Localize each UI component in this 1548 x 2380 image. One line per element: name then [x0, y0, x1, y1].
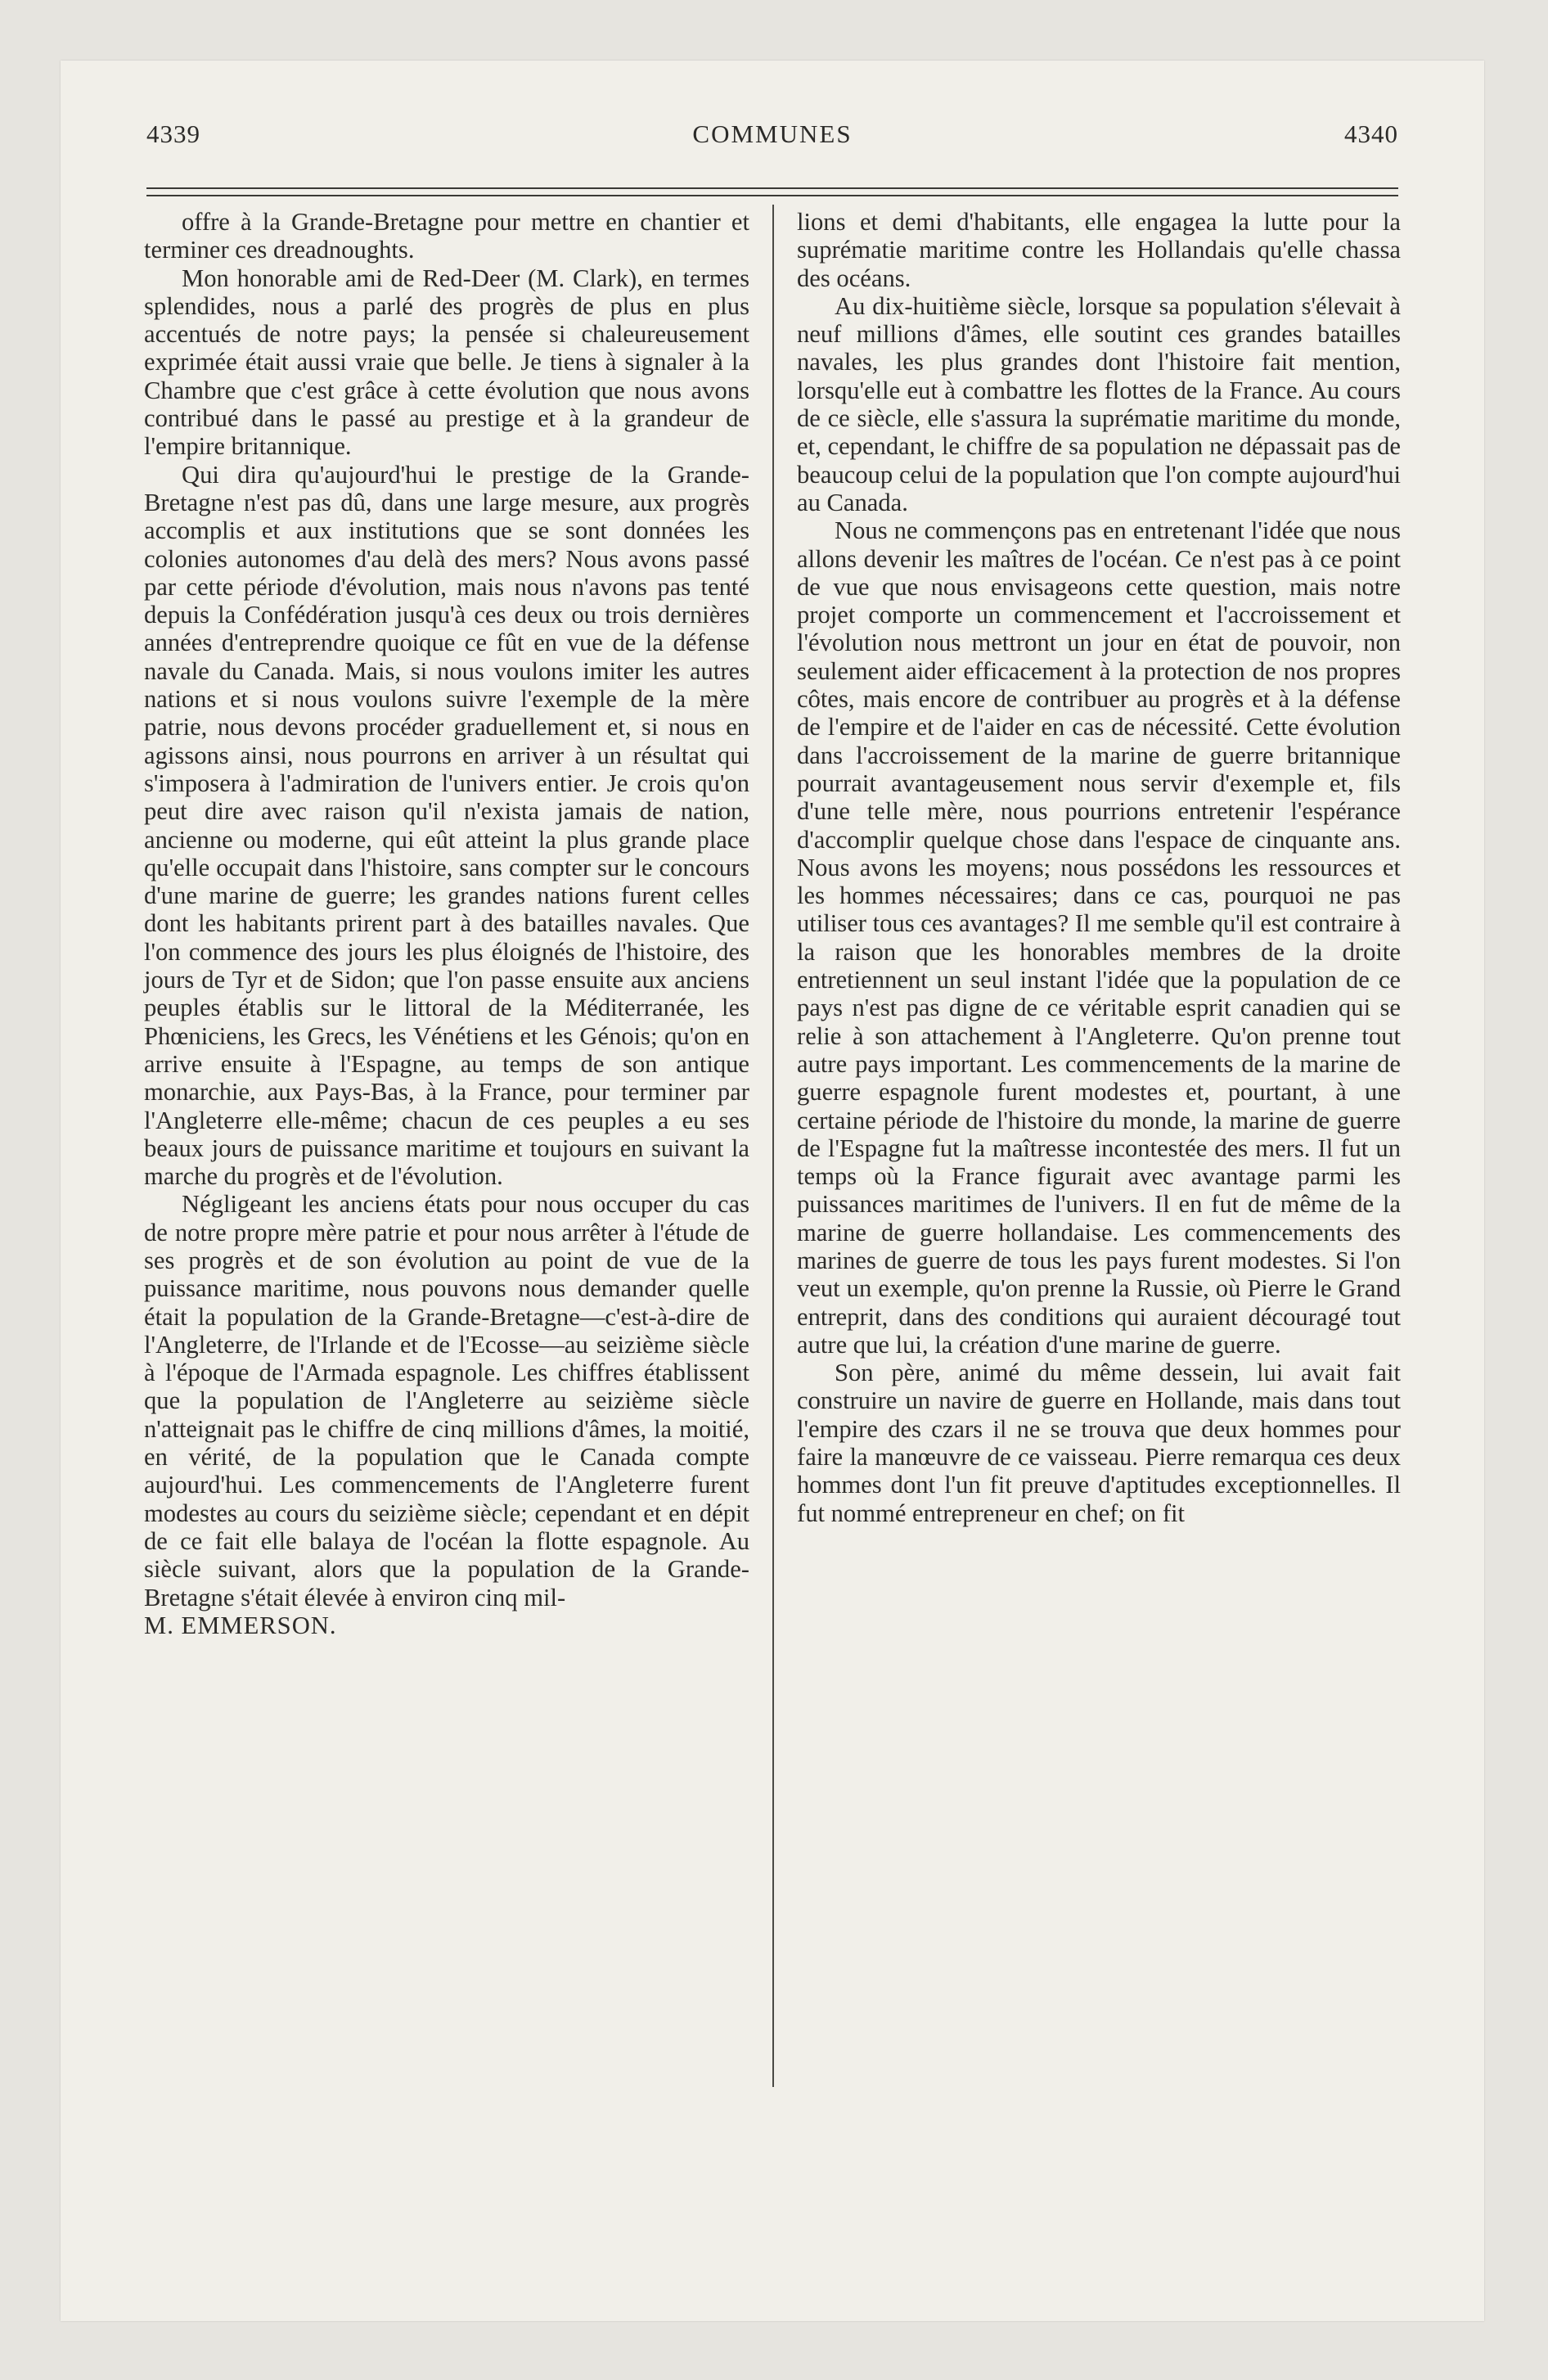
- page-number-right: 4340: [1344, 119, 1398, 148]
- right-paragraph-1: lions et demi d'habitants, elle engagea la lutte pour la suprématie maritime contre les Hollandais qu'elle chassa des océans.: [797, 208, 1401, 292]
- running-title: COMMUNES: [692, 119, 853, 148]
- document-page: [61, 61, 1484, 2321]
- left-paragraph-2: Mon honorable ami de Red-Deer (M. Clark), en termes splendides, nous a parlé des progrès de plus en plus accentués de notre pays; la pensée si chaleureusement exprimée était aussi vraie que belle. Je tiens à signaler à la Chambre que c'est grâce à cette évolution que nous avons contribué dans le passé au prestige et à la grandeur de l'empire britannique.: [144, 264, 749, 461]
- left-paragraph-4: Négligeant les anciens états pour nous occuper du cas de notre propre mère patrie et pour nous arrêter à l'étude de ses progrès et de son évolution au point de vue de la puissance maritime, nous pouvons nous demander quelle était la population de la Grande-Bretagne—c'est-à-dire de l'Angleterre, de l'Irlande et de l'Ecosse—au seizième siècle à l'époque de l'Armada espagnole. Les chiffres établissent que la population de l'Angleterre au seizième siècle n'atteignait pas le chiffre de cinq millions d'âmes, la moitié, en vérité, de la population que le Canada compte aujourd'hui. Les commencements de l'Angleterre furent modestes au cours du seizième siècle; cependant et en dépit de ce fait elle balaya de l'océan la flotte espagnole. Au siècle suivant, alors que la population de la Grande-Bretagne s'était élevée à environ cinq mil-: [144, 1190, 749, 1611]
- left-paragraph-3: Qui dira qu'aujourd'hui le prestige de la Grande-Bretagne n'est pas dû, dans une large mesure, aux progrès accomplis et aux institutions que se sont données les colonies autonomes d'au delà des mers? Nous avons passé par cette période d'évolution, mais nous n'avons pas tenté depuis la Confédération jusqu'à ces deux ou trois dernières années d'entreprendre quoique ce fût en vue de la défense navale du Canada. Mais, si nous voulons imiter les autres nations et si nous voulons suivre l'exemple de la mère patrie, nous devons procéder graduellement et, si nous en agissons ainsi, nous pourrons en arriver à un résultat qui s'imposera à l'admiration de l'univers entier. Je crois qu'on peut dire avec raison qu'il n'exista jamais de nation, ancienne ou moderne, qui eût atteint la plus grande place qu'elle occupait dans l'histoire, sans compter sur le concours d'une marine de guerre; les grandes nations furent celles dont les habitants prirent part à des batailles navales. Que l'on commence des jours les plus éloignés de l'histoire, des jours de Tyr et de Sidon; que l'on passe ensuite aux anciens peuples établis sur le littoral de la Méditerranée, les Phœniciens, les Grecs, les Vénétiens et les Génois; qu'on en arrive ensuite à l'Espagne, au temps de son antique monarchie, aux Pays-Bas, à la France, pour terminer par l'Angleterre elle-même; chacun de ces peuples a eu ses beaux jours de puissance maritime et toujours en suivant la marche du progrès et de l'évolution.: [144, 460, 749, 1191]
- right-column: [797, 208, 1401, 1527]
- right-paragraph-4: Son père, animé du même dessein, lui avait fait construire un navire de guerre en Hollande, mais dans tout l'empire des czars il ne se trouva que deux hommes pour faire la manœuvre de ce vaisseau. Pierre remarqua ces deux hommes dont l'un fit preuve d'aptitudes exceptionnelles. Il fut nommé entrepreneur en chef; on fit: [797, 1359, 1401, 1527]
- right-paragraph-3: Nous ne commençons pas en entretenant l'idée que nous allons devenir les maîtres de l'océan. Ce n'est pas à ce point de vue que nous envisageons cette question, mais notre projet comporte un commencement et l'accroissement et l'évolution nous mettront un jour en état de pouvoir, non seulement aider efficacement à la protection de nos propres côtes, mais encore de contribuer au progrès et à la défense de l'empire et de l'aider en cas de nécessité. Cette évolution dans l'accroissement de la marine de guerre britannique pourrait avantageusement nous servir d'exemple et, fils d'une telle mère, nous pourrions entretenir l'espérance d'accomplir quelque chose dans l'espace de cinquante ans. Nous avons les moyens; nous possédons les ressources et les hommes nécessaires; dans ce cas, pourquoi ne pas utiliser tous ces avantages? Il me semble qu'il est contraire à la raison que les honorables membres de la droite entretiennent un seul instant l'idée que la population de ce pays n'est pas digne de ce véritable esprit canadien qui se relie à son attachement à l'Angleterre. Qu'on prenne tout autre pays important. Les commencements de la marine de guerre espagnole furent modestes et, pourtant, à une certaine période de l'histoire du monde, la marine de guerre de l'Espagne fut la maîtresse incontestée des mers. Il fut un temps où la France figurait avec avantage parmi les puissances maritimes de l'univers. Il en fut de même de la marine de guerre hollandaise. Les commencements des marines de guerre de tous les pays furent modestes. Si l'on veut un exemple, qu'on prenne la Russie, où Pierre le Grand entreprit, dans des conditions qui auraient découragé tout autre que lui, la création d'une marine de guerre.: [797, 516, 1401, 1359]
- page-header: [146, 119, 1398, 160]
- page-number-left: 4339: [146, 119, 200, 148]
- header-rule: [146, 187, 1398, 196]
- column-divider: [772, 205, 774, 2087]
- left-column: [144, 208, 749, 1639]
- right-paragraph-2: Au dix-huitième siècle, lorsque sa population s'élevait à neuf millions d'âmes, elle soutint ces grandes batailles navales, les plus grandes dont l'histoire fait mention, lorsqu'elle eut à combattre les flottes de la France. Au cours de ce siècle, elle s'assura la suprématie maritime du monde, et, cependant, le chiffre de sa population ne dépassait pas de beaucoup celui de la population que l'on compte aujourd'hui au Canada.: [797, 291, 1401, 516]
- left-paragraph-1: offre à la Grande-Bretagne pour mettre en chantier et terminer ces dreadnoughts.: [144, 208, 749, 264]
- speaker-signature: M. EMMERSON.: [144, 1611, 337, 1639]
